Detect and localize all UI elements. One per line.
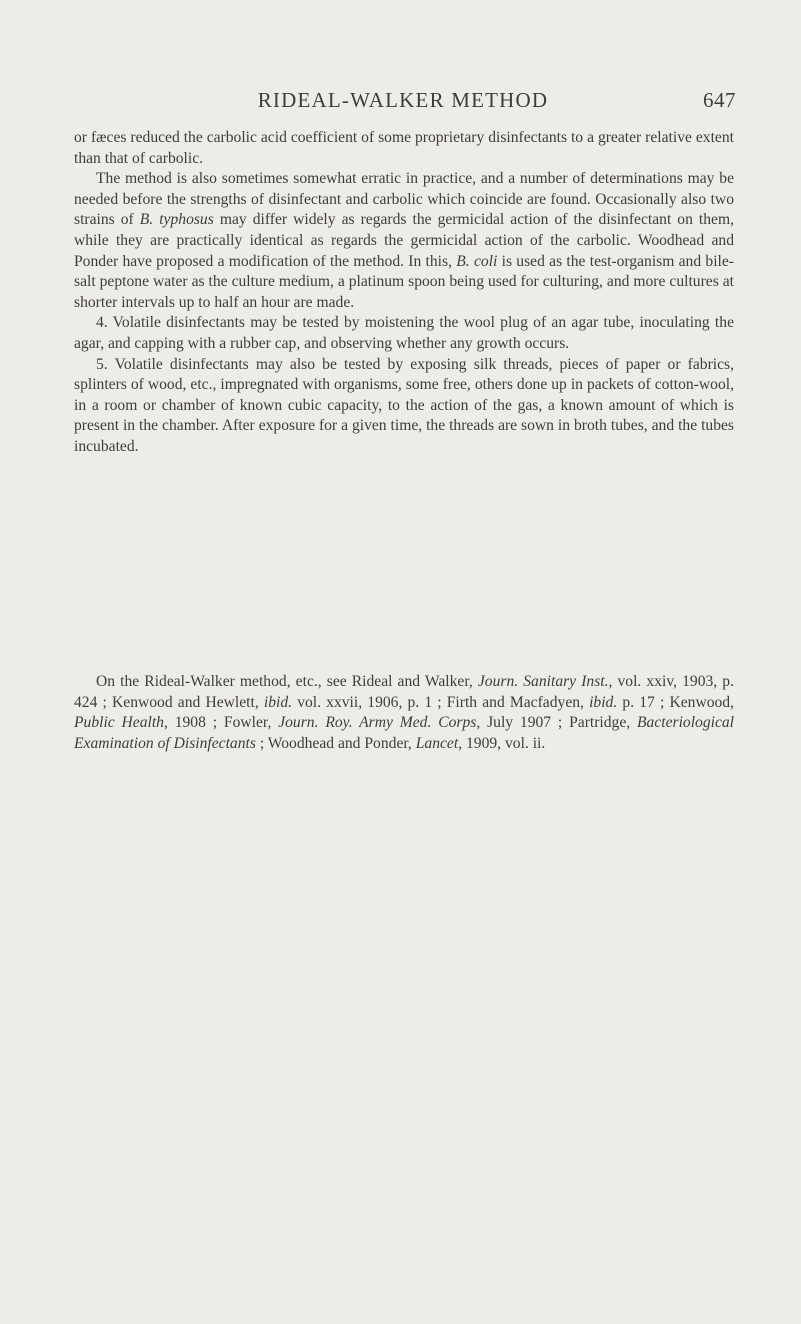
paragraph-item-4: 4. Volatile disinfectants may be tested by moistening the wool plug of an agar tube, inoculating the agar, and capping with a rubber cap, and observing whether any growth occurs. (74, 314, 734, 352)
ref-text: ; Woodhead and Ponder, (255, 734, 416, 752)
ref-text: vol. xxvii, 1906, p. 1 ; Firth and Macfadyen, (292, 693, 590, 711)
ref-journal: Journ. Sanitary Inst. (477, 673, 609, 690)
references (74, 672, 734, 754)
ref-text: , 1908 ; Fowler, (163, 714, 279, 732)
body-text (74, 128, 734, 458)
ref-text: On the Rideal-Walker method, etc., see Rideal and Walker, (96, 673, 478, 690)
text-run: is used as the test-organism and bile-salt peptone water as the culture medium, a platinum spoon being used for culturing, and more cultures at shorter intervals up to half an hour are made. (74, 252, 734, 311)
page-header (70, 88, 736, 120)
ref-text: , 1909, vol. ii. (458, 734, 546, 752)
ref-text: , July 1907 ; Partridge, (476, 714, 637, 732)
ref-text: , vol. xxiv, 1903, p. 424 ; Kenwood and Hewlett, (74, 673, 734, 711)
text-run: may differ widely as regards the germicidal action of the disinfectant on them, while they are practically identical as regards the germicidal action of the carbolic. Woodhead and Ponder have proposed a modification of the method. In this, (74, 211, 735, 270)
text-run: The method is also sometimes somewhat erratic in practice, and a number of determinations may be needed before the strengths of disinfectant and carbolic which coincide are found. Occasionally also two strains of (74, 170, 734, 229)
references-paragraph (74, 672, 734, 754)
paragraph-method-erratic (74, 169, 734, 313)
page-number: 647 (703, 88, 736, 112)
paragraph-item-5: 5. Volatile disinfectants may also be tested by exposing silk threads, pieces of paper or fabrics, splinters of wood, etc., impregnated with organisms, some free, others done up in packets of cotton-wool, in a room or chamber of known cubic capacity, to the action of the gas, a known amount of which is present in the chamber. After exposure for a given time, the threads are sown in broth tubes, and the tubes incubated. (74, 355, 734, 455)
ref-ibid: ibid. (589, 693, 618, 711)
ref-journal: Journ. Roy. Army Med. Corps (278, 714, 477, 732)
ref-journal: Lancet (415, 734, 459, 752)
ref-text: p. 17 ; Kenwood, (617, 693, 735, 711)
organism-name: B. coli (456, 252, 498, 270)
organism-name: B. typhosus (139, 211, 214, 229)
running-title: RIDEAL-WALKER METHOD (257, 88, 549, 112)
paragraph-continuation: or fæces reduced the carbolic acid coefficient of some proprietary disinfectants to a greater relative extent than that of carbolic. (74, 129, 734, 167)
ref-journal: Public Health (74, 714, 164, 732)
ref-book: Bacteriological Examination of Disinfectants (74, 714, 735, 752)
ref-ibid: ibid. (263, 693, 293, 711)
